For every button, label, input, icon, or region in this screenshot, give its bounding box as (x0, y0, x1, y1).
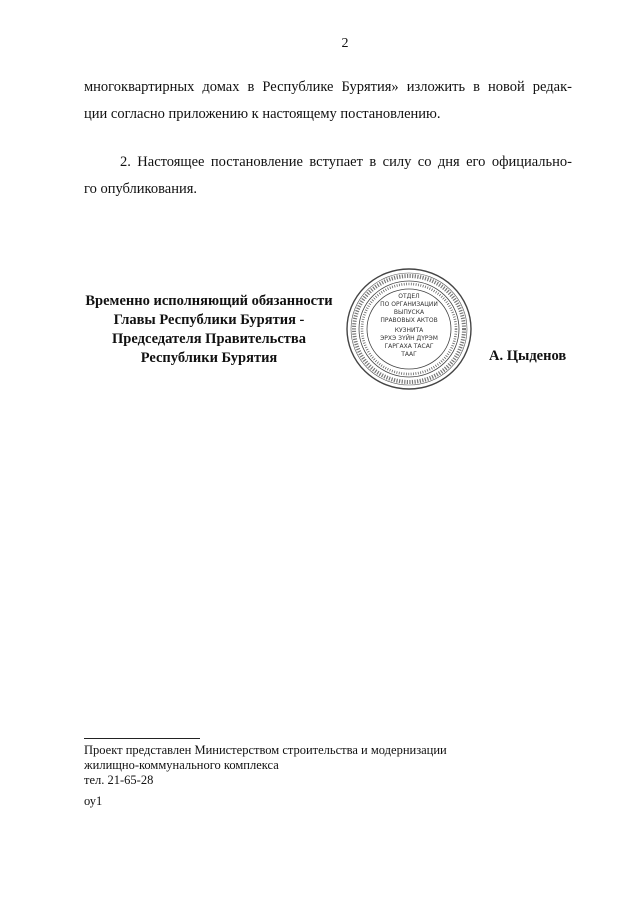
paragraph-2-line-2: го опубликования. (84, 181, 198, 197)
seal-center-text: ЭРХЭ ЗҮЙН ДҮРЭМ (380, 335, 438, 342)
paragraph-1 (84, 74, 572, 128)
document-code: оу1 (84, 794, 103, 808)
signatory-title-line: Главы Республики Бурятия - (113, 312, 305, 328)
signatory-title-line: Временно исполняющий обязанности (85, 293, 333, 309)
seal-center-text: КУЗНИТА (394, 327, 424, 334)
seal-center-text: ПРАВОВЫХ АКТОВ (380, 317, 438, 324)
signatory-title (78, 292, 340, 368)
footnote-phone: тел. 21-65-28 (84, 773, 154, 787)
seal-icon (344, 266, 474, 392)
signatory-title-line: Республики Бурятия (140, 350, 278, 366)
paragraph-2-line-1: 2. Настоящее постановление вступает в силу со дня его официально- (120, 154, 572, 170)
paragraph-1-line-2: ции согласно приложению к настоящему постановлению. (84, 106, 441, 122)
seal-center-text: ГАРГАХА ТАСАГ (384, 343, 434, 350)
seal-center-text: ТААГ (401, 351, 417, 358)
footnote-line: Проект представлен Министерством строительства и модернизации (84, 743, 447, 757)
seal-center-text: ПО ОРГАНИЗАЦИИ (380, 301, 438, 308)
signatory-name: А. Цыденов (489, 348, 567, 364)
paragraph-1-line-1: многоквартирных домах в Республике Бурятия» изложить в новой редак- (84, 79, 572, 95)
signatory-title-line: Председателя Правительства (112, 331, 306, 347)
page-number: 2 (341, 36, 349, 51)
footnote-divider (84, 738, 200, 739)
seal-center-text: ВЫПУСКА (393, 309, 425, 316)
footnote-line: жилищно-коммунального комплекса (84, 758, 279, 772)
seal-center-text: ОТДЕЛ (398, 293, 420, 300)
official-seal (344, 266, 474, 392)
footnote (84, 743, 564, 788)
paragraph-2 (84, 149, 572, 203)
